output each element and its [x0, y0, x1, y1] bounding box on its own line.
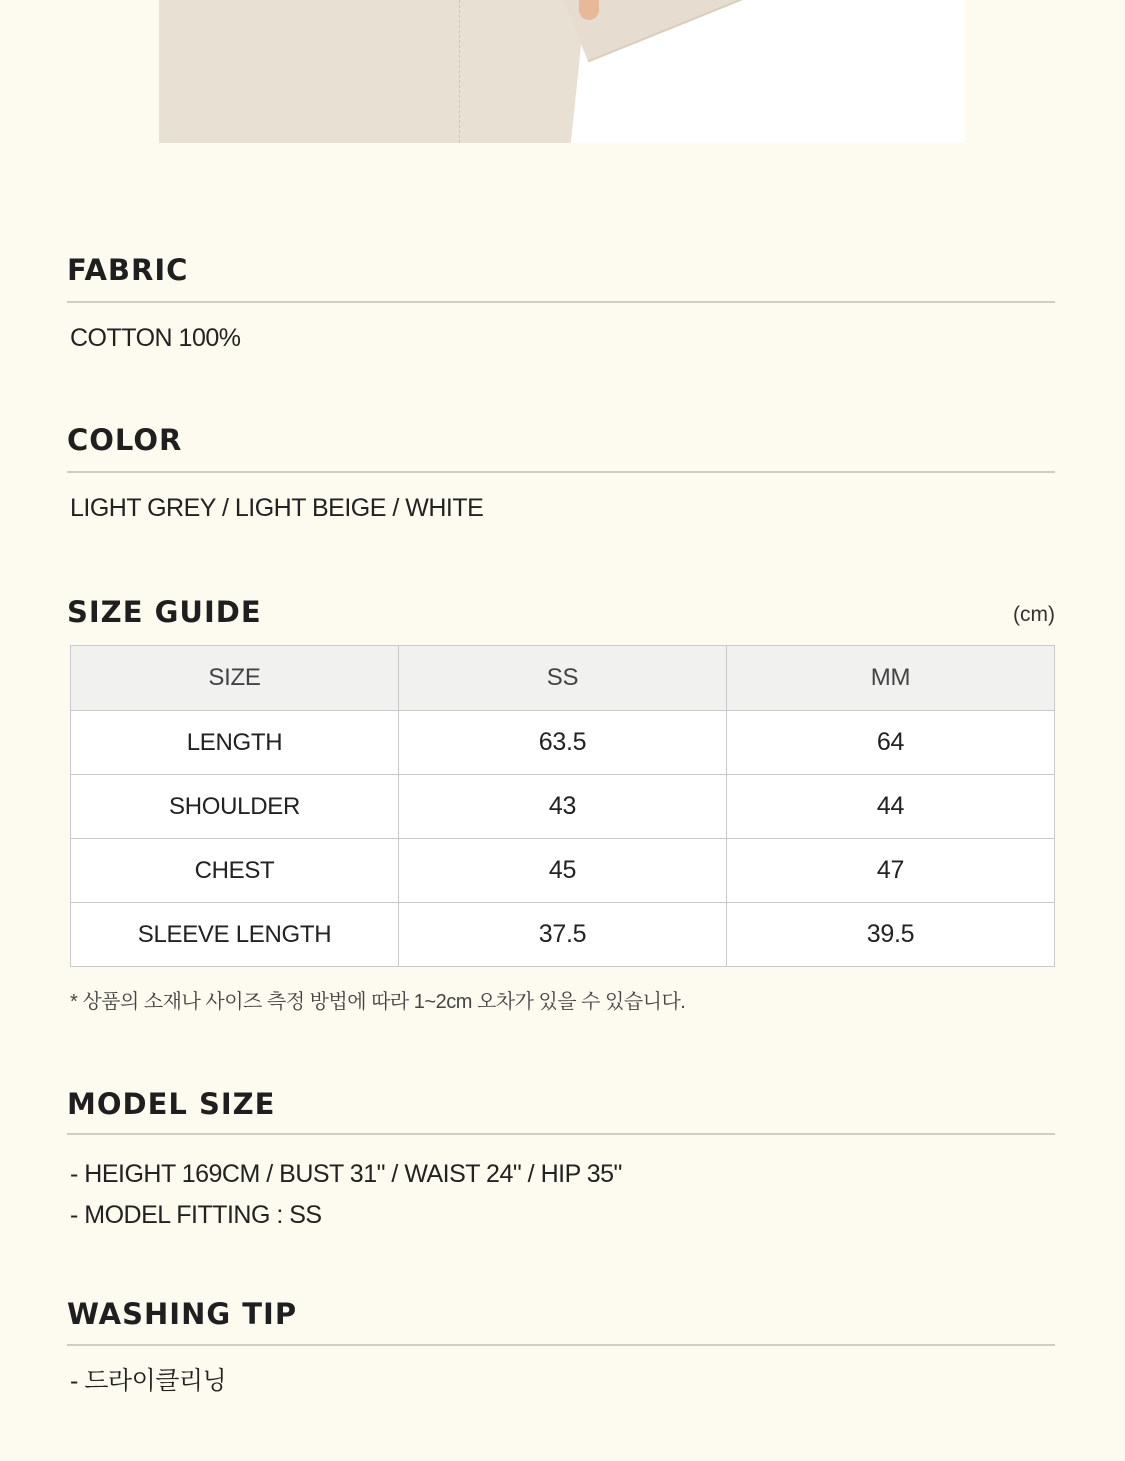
model-size-section — [67, 1087, 1055, 1229]
ss-value: 43 — [399, 775, 727, 839]
size-note: * 상품의 소재나 사이즈 측정 방법에 따라 1~2cm 오차가 있을 수 있습니다. — [70, 991, 686, 1013]
model-size-heading: MODEL SIZE — [67, 1087, 276, 1121]
table-row — [71, 839, 1055, 903]
size-unit-label: (cm) — [1013, 603, 1055, 626]
ss-value: 37.5 — [399, 903, 727, 967]
product-photo — [159, 0, 965, 143]
mm-value: 39.5 — [727, 903, 1055, 967]
row-label: SLEEVE LENGTH — [71, 903, 399, 967]
model-fitting: - MODEL FITTING : SS — [70, 1201, 322, 1229]
model-size-divider — [67, 1133, 1055, 1135]
garment-body — [159, 0, 539, 143]
ss-column-header: SS — [399, 646, 727, 711]
size-guide-heading: SIZE GUIDE — [67, 595, 262, 629]
color-text: LIGHT GREY / LIGHT BEIGE / WHITE — [70, 494, 484, 522]
row-label: SHOULDER — [71, 775, 399, 839]
ss-value: 45 — [399, 839, 727, 903]
table-row — [71, 711, 1055, 775]
garment-seam — [459, 0, 460, 143]
color-divider — [67, 471, 1055, 473]
color-heading: COLOR — [67, 423, 183, 457]
washing-tip-text: - 드라이클리닝 — [70, 1367, 227, 1395]
mm-column-header: MM — [727, 646, 1055, 711]
size-column-header: SIZE — [71, 646, 399, 711]
size-table — [70, 645, 1055, 967]
fabric-text: COTTON 100% — [70, 324, 241, 352]
washing-tip-heading: WASHING TIP — [67, 1297, 298, 1331]
fabric-divider — [67, 301, 1055, 303]
fabric-heading: FABRIC — [67, 253, 189, 287]
row-label: LENGTH — [71, 711, 399, 775]
row-label: CHEST — [71, 839, 399, 903]
fabric-section — [67, 253, 1055, 352]
mm-value: 47 — [727, 839, 1055, 903]
table-row — [71, 775, 1055, 839]
garment-accent — [579, 0, 599, 20]
model-measurements: - HEIGHT 169CM / BUST 31" / WAIST 24" / HIP 35" — [70, 1160, 622, 1188]
table-row — [71, 903, 1055, 967]
color-section — [67, 423, 1055, 522]
washing-tip-divider — [67, 1344, 1055, 1346]
washing-tip-section — [67, 1297, 1055, 1395]
mm-value: 64 — [727, 711, 1055, 775]
ss-value: 63.5 — [399, 711, 727, 775]
size-guide-section — [67, 595, 1055, 1013]
size-table-header-row — [71, 646, 1055, 711]
mm-value: 44 — [727, 775, 1055, 839]
